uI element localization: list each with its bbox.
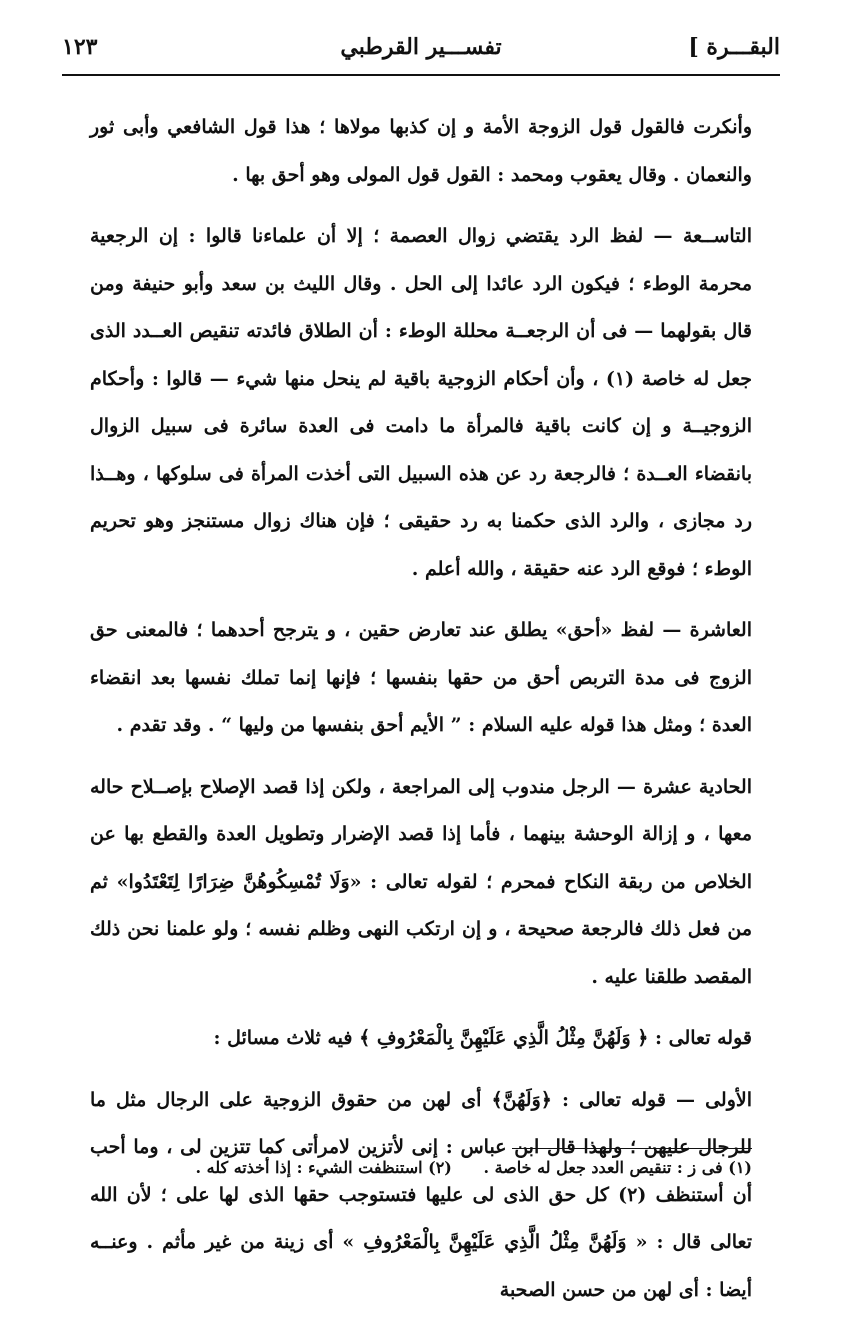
book-title: تفســـير القرطبي: [340, 34, 502, 60]
paragraph: قوله تعالى : ﴿ وَلَهُنَّ مِثْلُ الَّذِي عَلَيْهِنَّ بِالْمَعْرُوفِ ﴾ فيه ثلاث مسائل :: [213, 1027, 752, 1049]
footnote-divider: [512, 1148, 752, 1149]
paragraph: الأولى — قوله تعالى : ﴿وَلَهُنَّ﴾ أى لهن من حقوق الزوجية على الرجال مثل ما للرجال عليهن ؛ ولهذا قال ابن عباس : إنى لأتزين لامرأتى كما تتزين لى ، وما أحب أن أستنظف (٢) كل حق الذى لى عليها فتستوجب حقها الذى لها على ؛ لأن الله تعالى قال : « وَلَهُنَّ مِثْلُ الَّذِي عَلَيْهِنَّ بِالْمَعْرُوفِ » أى زينة من غير مأثم . وعنــه أيضا : أى لهن من حسن الصحبة: [90, 1088, 752, 1301]
paragraph: العاشرة — لفظ «أحق» يطلق عند تعارض حقين ، و يترجح أحدهما ؛ فالمعنى حق الزوج فى مدة التربص أحق من حقها بنفسها ؛ فإنها إنما تملك نفسها بعد انقضاء العدة ؛ ومثل هذا قوله عليه السلام : ” الأيم أحق بنفسها من وليها “ . وقد تقدم .: [90, 619, 752, 736]
page-header: [40, 28, 802, 72]
main-text: [90, 104, 752, 1328]
header-divider: [62, 74, 780, 76]
footnotes: [90, 1152, 752, 1184]
paragraph: وأنكرت فالقول قول الزوجة الأمة و إن كذبها مولاها ؛ هذا قول الشافعي وأبى ثور والنعمان . وقال يعقوب ومحمد : القول قول المولى وهو أحق بها .: [90, 116, 752, 186]
surah-name: البقـــرة ]: [688, 34, 780, 60]
page-number: ١٢٣: [62, 34, 98, 60]
footnote: (٢) استنظفت الشيء : إذا أخذته كله .: [195, 1158, 452, 1177]
paragraph: التاســعة — لفظ الرد يقتضي زوال العصمة ؛ إلا أن علماءنا قالوا : إن الرجعية محرمة الوطء ؛ فيكون الرد عائدا إلى الحل . وقال الليث بن سعد وأبو حنيفة ومن قال بقولهما — فى أن الرجعــة محللة الوطء : أن الطلاق فائدته تنقيص العــدد الذى جعل له خاصة (١) ، وأن أحكام الزوجية باقية لم ينحل منها شيء — قالوا : وأحكام الزوجيــة و إن كانت باقية فالمرأة ما دامت فى العدة سائرة فى سبيل الزوال بانقضاء العــدة ؛ فالرجعة رد عن هذه السبيل التى أخذت المرأة فى سلوكها ، وهــذا رد مجازى ، والرد الذى حكمنا به رد حقيقى ؛ فإن هناك زوال مستنجز وهو تحريم الوطء ؛ فوقع الرد عنه حقيقة ، والله أعلم .: [90, 225, 752, 580]
paragraph: الحادية عشرة — الرجل مندوب إلى المراجعة ، ولكن إذا قصد الإصلاح بإصــلاح حاله معها ، و إزالة الوحشة بينهما ، فأما إذا قصد الإضرار وتطويل العدة والقطع بها عن الخلاص من ربقة النكاح فمحرم ؛ لقوله تعالى : «وَلَا تُمْسِكُوهُنَّ ضِرَارًا لِتَعْتَدُوا» ثم من فعل ذلك فالرجعة صحيحة ، و إن ارتكب النهى وظلم نفسه ؛ ولو علمنا نحن ذلك المقصد طلقنا عليه .: [90, 775, 752, 988]
footnote: (١) فى ز : تنقيص العدد جعل له خاصة .: [483, 1158, 752, 1177]
